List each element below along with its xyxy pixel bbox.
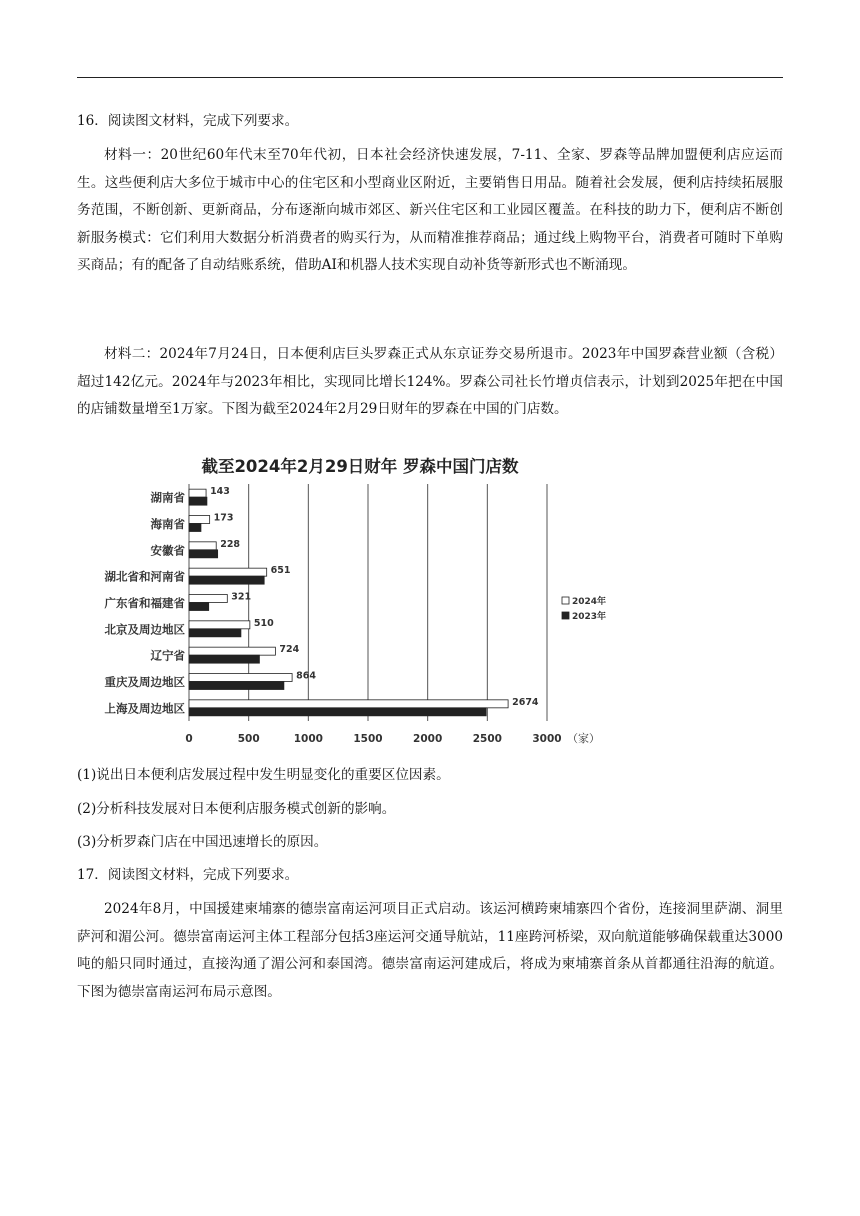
q16-question-2: (2)分析科技发展对日本便利店服务模式创新的影响。 (77, 801, 396, 817)
data-label: 228 (220, 538, 241, 550)
store-count-chart (104, 446, 652, 752)
x-tick-label: 0 (185, 733, 193, 745)
bar (189, 621, 250, 629)
category-label: 安徽省 (150, 543, 185, 558)
bar (189, 629, 241, 637)
bar (189, 524, 201, 532)
category-label: 海南省 (150, 517, 185, 531)
bar (189, 647, 275, 655)
bar (189, 550, 218, 558)
bar (189, 568, 267, 576)
q16-material-2: 材料二：2024年7月24日，日本便利店巨头罗森正式从东京证券交易所退市。2023年中国罗森营业额（含税）超过142亿元。2024年与2023年相比，实现同比增长124%。罗森公司社长竹增贞信表示，计划到2025年把在中国的店铺数量增至1万家。下图为截至2024年2月29日财年的罗森在中国的门店数。 (77, 346, 783, 417)
x-tick-label: 1500 (353, 733, 383, 745)
data-label: 143 (210, 486, 230, 498)
q17-heading: 17．阅读图文材料，完成下列要求。 (77, 867, 299, 883)
data-label: 321 (231, 591, 252, 603)
bar (189, 542, 216, 550)
category-label: 北京及周边地区 (104, 622, 185, 637)
category-label: 上海及周边地区 (104, 701, 185, 716)
x-tick-label: 500 (237, 733, 260, 745)
x-tick-label: 2000 (413, 733, 443, 745)
legend-label: 2024年 (572, 597, 607, 607)
data-label: 864 (296, 670, 316, 682)
chart-title: 截至2024年2月29日财年 罗森中国门店数 (201, 457, 519, 476)
bar (189, 700, 508, 708)
category-label: 广东省和福建省 (104, 596, 185, 610)
legend-label: 2023年 (572, 612, 607, 622)
bar (189, 576, 264, 584)
category-label: 湖北省和河南省 (104, 569, 185, 584)
bar (189, 708, 486, 716)
data-label: 651 (270, 565, 291, 577)
data-label: 724 (279, 644, 300, 656)
bar (189, 489, 206, 497)
x-axis-unit: （家） (567, 732, 600, 745)
bar (189, 682, 284, 690)
x-tick-label: 3000 (532, 733, 562, 745)
q16-material-1: 材料一：20世纪60年代末至70年代初，日本社会经济快速发展，7-11、全家、罗森等品牌加盟便利店应运而生。这些便利店大多位于城市中心的住宅区和小型商业区附近，主要销售日用品。随着社会发展，便利店持续拓展服务范围，不断创新、更新商品，分布逐渐向城市郊区、新兴住宅区和工业园区覆盖。在科技的助力下，便利店不断创新服务模式：它们利用大数据分析消费者的购买行为，从而精准推荐商品；通过线上购物平台，消费者可随时下单购买商品；有的配备了自动结账系统，借助AI和机器人技术实现自动补货等新形式也不断涌现。 (77, 147, 783, 273)
data-label: 2674 (512, 696, 539, 708)
category-label: 辽宁省 (150, 648, 185, 663)
bar (189, 603, 209, 611)
bar (189, 497, 207, 505)
chart-svg (104, 446, 652, 752)
data-label: 173 (213, 512, 234, 524)
legend-swatch (562, 597, 569, 604)
bar (189, 674, 292, 682)
x-tick-label: 1000 (293, 733, 323, 745)
bar (189, 516, 210, 524)
q17-material: 2024年8月，中国援建柬埔寨的德崇富南运河项目正式启动。该运河横跨柬埔寨四个省份，连接洞里萨湖、洞里萨河和湄公河。德崇富南运河主体工程部分包括3座运河交通导航站，11座跨河桥梁，双向航道能够确保载重达3000吨的船只同时通过，直接沟通了湄公河和泰国湾。德崇富南运河建成后，将成为柬埔寨首条从首都通往沿海的航道。下图为德崇富南运河布局示意图。 (77, 901, 783, 1000)
data-label: 510 (253, 617, 274, 629)
q16-question-1: (1)说出日本便利店发展过程中发生明显变化的重要区位因素。 (77, 767, 450, 783)
bar (189, 655, 259, 663)
legend-swatch (562, 612, 569, 619)
bar (189, 595, 227, 603)
q16-heading: 16．阅读图文材料，完成下列要求。 (77, 113, 299, 129)
category-label: 湖南省 (150, 490, 185, 505)
category-label: 重庆及周边地区 (104, 675, 185, 689)
q16-question-3: (3)分析罗森门店在中国迅速增长的原因。 (77, 834, 328, 850)
header-rule (77, 77, 783, 78)
x-tick-label: 2500 (472, 733, 502, 745)
